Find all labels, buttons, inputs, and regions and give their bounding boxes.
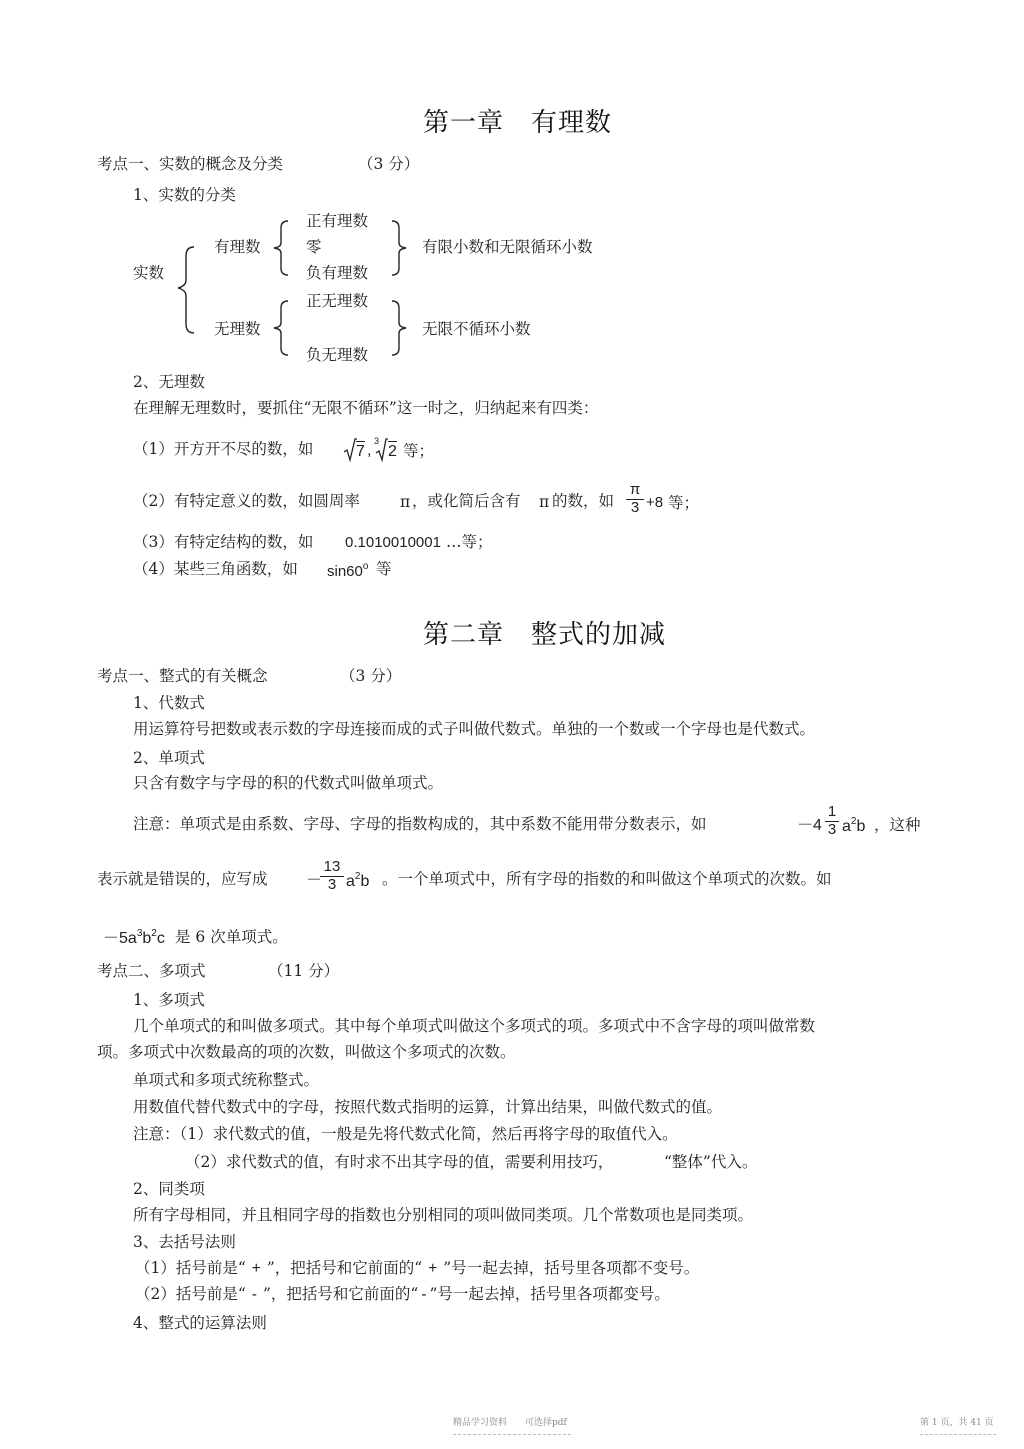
tree-irrational-desc: 无限不循环小数 (422, 320, 531, 338)
pi-symbol: π (400, 493, 411, 511)
left-brace-icon (272, 300, 290, 356)
section-irrational: 2、无理数 (133, 373, 205, 391)
tree-irrational: 无理数 (214, 320, 261, 338)
item-2-text-c: 的数，如 (552, 492, 615, 510)
chapter1-title: 第一章 有理数 (423, 108, 613, 138)
expression-value-note-1: 注意：（1）求代数式的值，一般是先将代数式化简，然后再将字母的取值代入。 (133, 1125, 678, 1143)
section-algebraic-expression: 1、代数式 (133, 694, 205, 712)
section-real-classification: 1、实数的分类 (133, 186, 236, 204)
polynomial-def-1: 几个单项式的和叫做多项式。其中每个单项式叫做这个多项式的项。多项式中不含字母的项叫做常数 (133, 1017, 816, 1035)
tree-neg-irrational: 负无理数 (306, 346, 369, 364)
monomial-note-2-end: 。一个单项式中，所有字母的指数的和叫做这个单项式的次数。如 (382, 870, 832, 888)
sqrt-icon (343, 438, 357, 462)
ch2-kp1-heading: 考点一、整式的有关概念 (97, 667, 268, 685)
right-brace-icon (390, 300, 408, 356)
kp1-score: （3 分） (358, 155, 420, 173)
item-2-text-b: ，或化简后含有 (412, 492, 521, 510)
section-operation-rules: 4、整式的运算法则 (133, 1314, 267, 1332)
monomial-note-1: 注意：单项式是由系数、字母、字母的指数构成的，其中系数不能用带分数表示，如 (133, 815, 707, 833)
ch2-kp2-score: （11 分） (268, 962, 340, 980)
kp1-heading: 考点一、实数的概念及分类 (97, 155, 284, 173)
monomial-example-end: 是 6 次单项式。 (175, 928, 288, 946)
tree-pos-rational: 正有理数 (306, 212, 369, 230)
item-1-text: （1）开方开不尽的数，如 (133, 440, 314, 458)
tree-root: 实数 (133, 264, 165, 282)
item-4-text: （4）某些三角函数，如 (133, 560, 298, 578)
monomial-example: $-5a^3b^2c$ (103, 928, 165, 947)
item-3-text: （3）有特定结构的数，如 (133, 533, 314, 551)
like-terms-def: 所有字母相同，并且相同字母的指数也分别相同的项叫做同类项。几个常数项也是同类项。 (133, 1206, 754, 1224)
item-1-end: 等； (403, 442, 435, 460)
fraction-1-over-3: $\frac{1}{3}$ (825, 804, 839, 838)
cbrt-index: 3 (374, 436, 380, 446)
monomial-note-2: 表示就是错误的，应写成 (97, 870, 268, 888)
monomial-a2b-correct: $a^2b$ (346, 871, 370, 890)
item-3-end: …等； (446, 533, 493, 551)
expression-value-note-2: （2）求代数式的值，有时求不出其字母的值，需要利用技巧， (185, 1153, 614, 1171)
monomial-def: 只含有数字与字母的积的代数式叫做单项式。 (133, 774, 444, 792)
footer-page-number: 第 1 页，共 41 页 (920, 1418, 994, 1428)
mixed-number-int: －4 (797, 817, 822, 834)
expression-value-note-2b: “整体”代入。 (664, 1153, 758, 1171)
ch2-kp2-heading: 考点二、多项式 (97, 962, 206, 980)
section-monomial: 2、单项式 (133, 749, 205, 767)
tree-rational-desc: 有限小数和无限循环小数 (422, 238, 593, 256)
item-4-end: 等 (376, 560, 392, 578)
pi-symbol: π (539, 493, 550, 511)
footer-divider (920, 1434, 996, 1435)
section-like-terms: 2、同类项 (133, 1180, 205, 1198)
sin60-expression: sin60$^o$ (327, 561, 369, 580)
tree-neg-rational: 负有理数 (306, 264, 369, 282)
monomial-note-1-end: ，这种 (874, 816, 921, 834)
algebraic-expression-def: 用运算符号把数或表示数的字母连接而成的式子叫做代数式。单独的一个数或一个字母也是代数式。 (133, 720, 816, 738)
cbrt-2: 2 (388, 443, 397, 460)
plus-8: +8 (646, 494, 664, 511)
tree-rational: 有理数 (214, 238, 261, 256)
tree-pos-irrational: 正无理数 (306, 292, 369, 310)
tree-zero: 零 (306, 238, 322, 256)
item-2-text: （2）有特定意义的数，如圆周率 (133, 492, 360, 510)
ch2-kp1-score: （3 分） (340, 667, 402, 685)
irrational-intro: 在理解无理数时，要抓住“无限不循环”这一时之，归纳起来有四类： (133, 399, 599, 417)
comma: , (367, 442, 372, 459)
footer-left: 精品学习资料 可选择pdf (453, 1418, 567, 1428)
bracket-rule-1: （1）括号前是“ + ”，把括号和它前面的“ + ”号一起去掉，括号里各项都不变号。 (135, 1259, 700, 1277)
section-bracket-rules: 3、去括号法则 (133, 1233, 236, 1251)
sqrt-7: 7 (356, 443, 365, 460)
chapter2-title: 第二章 整式的加减 (423, 620, 667, 650)
cbrt-icon (374, 438, 388, 462)
footer-divider (453, 1434, 571, 1435)
left-brace-icon (272, 220, 290, 276)
bracket-rule-2: （2）括号前是“ - ”，把括号和它前面的“ - ”号一起去掉，括号里各项都变号。 (135, 1285, 670, 1303)
polynomial-def-2: 项。多项式中次数最高的项的次数，叫做这个多项式的次数。 (97, 1043, 516, 1061)
item-2-end: 等； (668, 494, 700, 512)
integral-expression-def: 单项式和多项式统称整式。 (133, 1071, 320, 1089)
fraction-pi-over-3: $\frac{\pi}{3}$ (626, 482, 644, 516)
left-brace-icon (176, 246, 196, 334)
fraction-13-over-3: $\frac{13}{3}$ (320, 859, 344, 893)
right-brace-icon (390, 220, 408, 276)
monomial-a2b: $a^2b$ (842, 816, 866, 835)
section-polynomial: 1、多项式 (133, 991, 205, 1009)
minus-sign: － (306, 872, 323, 889)
number-0-1010010001: 0.1010010001 (345, 534, 441, 551)
expression-value-def: 用数值代替代数式中的字母，按照代数式指明的运算，计算出结果，叫做代数式的值。 (133, 1098, 723, 1116)
